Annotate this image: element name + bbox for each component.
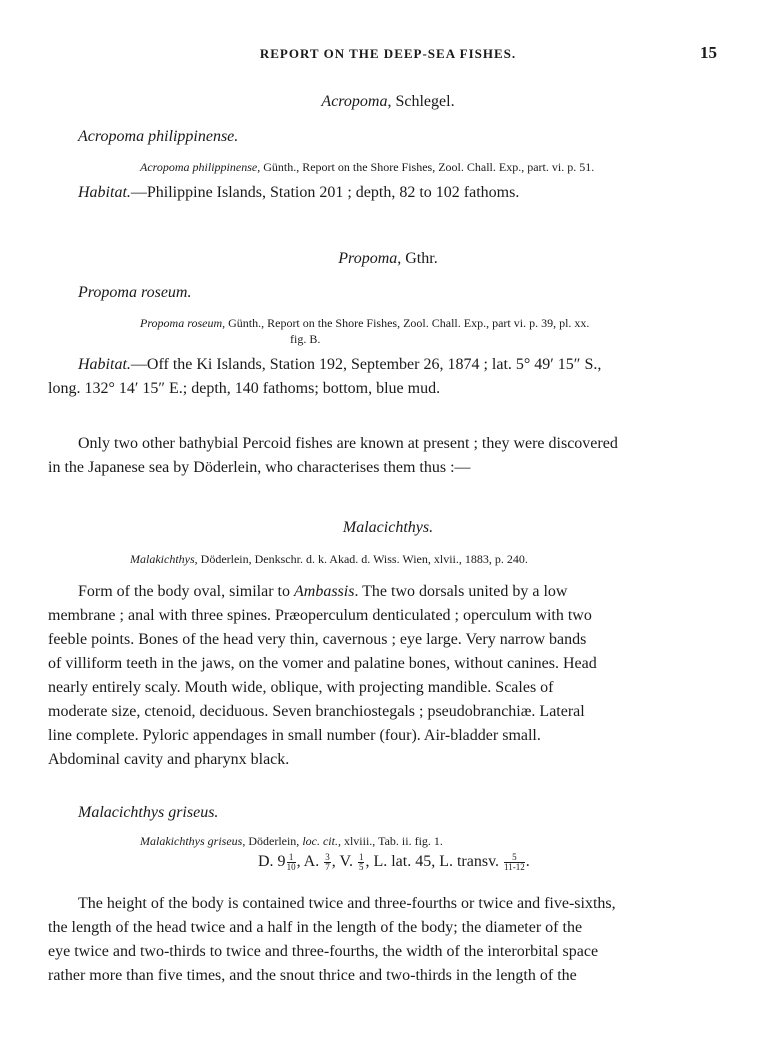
ref-name: Propoma roseum xyxy=(140,316,223,330)
denominator: 11-12 xyxy=(504,862,525,872)
denominator: 7 xyxy=(325,862,330,872)
numerator: 1 xyxy=(287,853,296,863)
species-heading: Propoma roseum. xyxy=(78,284,192,301)
genus-heading-propoma xyxy=(0,250,776,268)
synonymy-reference xyxy=(140,316,589,331)
genus-name: Propoma xyxy=(338,250,398,267)
fraction xyxy=(504,853,525,872)
description-line: feeble points. Bones of the head very thin, cavernous ; eye large. Very narrow bands xyxy=(48,631,587,648)
genus-heading-malacichthys xyxy=(0,519,776,537)
ref-name: Acropoma philippinense xyxy=(140,160,258,174)
habitat-text: —Philippine Islands, Station 201 ; depth, 82 to 102 fathoms. xyxy=(130,184,520,201)
fin-formula xyxy=(258,853,530,872)
text: loc. cit. xyxy=(302,834,338,848)
numerator: 5 xyxy=(504,853,525,863)
numerator: 3 xyxy=(325,852,330,862)
description-line: Abdominal cavity and pharynx black. xyxy=(48,751,290,768)
description-line: nearly entirely scaly. Mouth wide, oblique, with projecting mandible. Scales of xyxy=(48,679,554,696)
denominator: 5 xyxy=(358,862,364,872)
species-heading: Acropoma philippinense. xyxy=(78,128,239,145)
ref-name: Malakichthys xyxy=(130,552,195,566)
body-text-line: the length of the head twice and a half in the length of the body; the diameter of the xyxy=(48,919,583,936)
habitat-label: Habitat. xyxy=(78,184,131,201)
description-line: moderate size, ctenoid, deciduous. Seven branchiostegals ; pseudobranchiæ. Lateral xyxy=(48,703,585,720)
fraction xyxy=(287,853,296,872)
numerator: 1 xyxy=(358,852,364,862)
description-line: membrane ; anal with three spines. Præoperculum denticulated ; operculum with two xyxy=(48,607,592,624)
fraction xyxy=(324,853,331,872)
genus-author: , Schlegel. xyxy=(387,93,455,110)
text: , xlviii., Tab. ii. fig. 1. xyxy=(337,834,443,848)
text: , A. xyxy=(296,853,324,871)
genus-name: Acropoma xyxy=(321,93,388,110)
genus-heading-acropoma xyxy=(0,93,776,111)
habitat-line xyxy=(78,356,601,374)
denominator: 10 xyxy=(286,862,296,872)
text: D. 9 xyxy=(258,853,286,871)
ref-text: , Günth., Report on the Shore Fishes, Zool. Chall. Exp., part vi. p. 39, pl. xx. xyxy=(222,316,590,330)
ref-name: Malakichthys griseus xyxy=(140,834,243,848)
page-number: 15 xyxy=(700,43,717,62)
text: , Döderlein, xyxy=(242,834,303,848)
ref-text: , Günth., Report on the Shore Fishes, Zool. Chall. Exp., part. vi. p. 51. xyxy=(257,160,595,174)
intro-line: in the Japanese sea by Döderlein, who characterises them thus :— xyxy=(48,459,471,476)
description-line: line complete. Pyloric appendages in small number (four). Air-bladder small. xyxy=(48,727,541,744)
body-text-line: rather more than five times, and the snout thrice and two-thirds in the length of the xyxy=(48,967,577,984)
habitat-line xyxy=(78,184,519,202)
text: , L. lat. 45, L. transv. xyxy=(365,853,504,871)
body-text-line: eye twice and two-thirds to twice and three-fourths, the width of the interorbital space xyxy=(48,943,599,960)
description-line: of villiform teeth in the jaws, on the vomer and palatine bones, without canines. Head xyxy=(48,655,597,672)
habitat-text: —Off the Ki Islands, Station 192, September 26, 1874 ; lat. 5° 49′ 15″ S., xyxy=(130,356,602,373)
body-text-line: The height of the body is contained twice and three-fourths or twice and five-sixths, xyxy=(78,895,616,912)
running-title: REPORT ON THE DEEP-SEA FISHES. xyxy=(259,46,517,61)
description-line xyxy=(78,580,567,604)
text: . The two dorsals united by a low xyxy=(354,583,568,600)
genus-name: Malacichthys. xyxy=(342,519,434,536)
habitat-line-cont: long. 132° 14′ 15″ E.; depth, 140 fathoms; bottom, blue mud. xyxy=(48,380,441,397)
intro-line: Only two other bathybial Percoid fishes are known at present ; they were discovered xyxy=(78,435,618,452)
text: , V. xyxy=(331,853,357,871)
ref-text: , Döderlein, Denkschr. d. k. Akad. d. Wiss. Wien, xlvii., 1883, p. 240. xyxy=(194,552,528,566)
genus-author: , Gthr. xyxy=(397,250,438,267)
synonymy-reference xyxy=(140,834,443,849)
synonymy-reference xyxy=(140,160,594,175)
species-heading: Malacichthys griseus. xyxy=(78,804,219,821)
synonymy-reference-cont: fig. B. xyxy=(290,332,321,346)
habitat-label: Habitat. xyxy=(78,356,131,373)
synonymy-reference xyxy=(130,552,528,567)
text: . xyxy=(525,853,530,871)
text: Form of the body oval, similar to xyxy=(78,583,294,600)
fraction xyxy=(358,853,365,872)
genus-name: Ambassis xyxy=(293,583,355,600)
